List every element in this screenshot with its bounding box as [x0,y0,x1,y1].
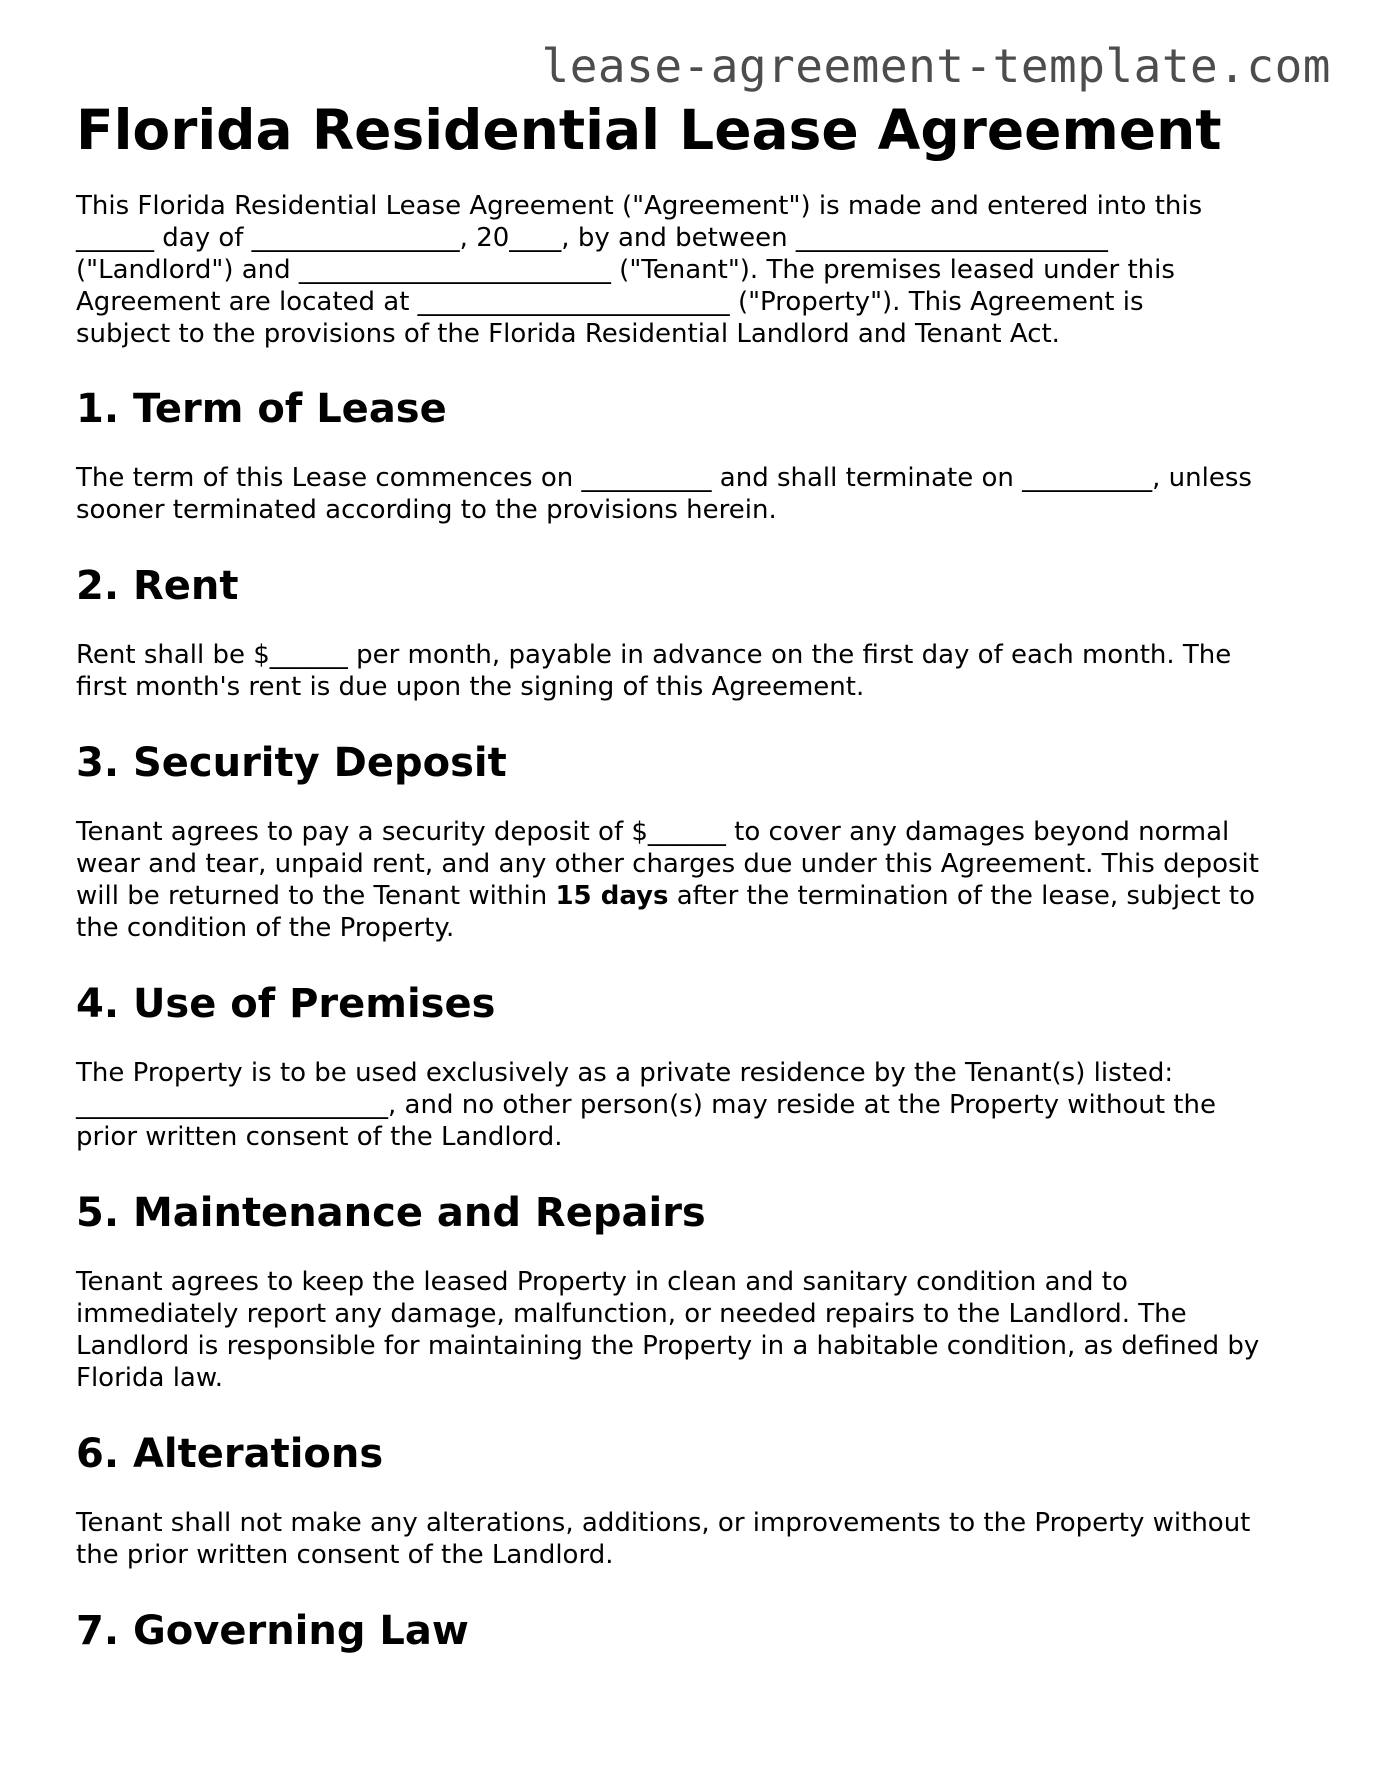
body-line: wear and tear, unpaid rent, and any other charges due under this Agreement. This deposit [76,849,1259,879]
body-line: first month's rent is due upon the signing of this Agreement. [76,672,865,702]
body-line: Florida law. [76,1363,223,1393]
section-body-term-of-lease [76,462,1316,526]
body-line: immediately report any damage, malfunction, or needed repairs to the Landlord. The [76,1299,1187,1329]
section-heading-term-of-lease: 1. Term of Lease [76,386,447,432]
body-line: Tenant agrees to keep the leased Property in clean and sanitary condition and to [76,1267,1128,1297]
body-text: will be returned to the Tenant within [76,881,556,911]
intro-line: subject to the provisions of the Florida Residential Landlord and Tenant Act. [76,319,1060,349]
deposit-return-days: 15 days [555,881,669,911]
body-line: Landlord is responsible for maintaining the Property in a habitable condition, as defined by [76,1331,1260,1361]
intro-line: ______ day of ________________, 20____, by and between ________________________ [76,223,1108,253]
body-line: sooner terminated according to the provisions herein. [76,495,777,525]
section-body-security-deposit [76,816,1316,944]
body-line [76,880,1316,912]
intro-line: ("Landlord") and ________________________ ("Tenant"). The premises leased under this [76,255,1175,285]
section-body-use-of-premises [76,1057,1316,1153]
section-body-rent [76,639,1316,703]
intro-paragraph [76,190,1316,350]
lease-document [76,92,1316,1657]
body-text: after the termination of the lease, subject to [668,881,1255,911]
body-line: prior written consent of the Landlord. [76,1122,563,1152]
body-line: ________________________, and no other person(s) may reside at the Property without the [76,1090,1216,1120]
body-line: The Property is to be used exclusively as a private residence by the Tenant(s) listed: [76,1058,1174,1088]
site-watermark: lease-agreement-template.com [541,39,1331,93]
section-body-alterations [76,1507,1316,1571]
section-heading-use-of-premises: 4. Use of Premises [76,981,496,1027]
intro-line: Agreement are located at ________________________ ("Property"). This Agreement is [76,287,1144,317]
document-title: Florida Residential Lease Agreement [76,98,1222,162]
body-line: the condition of the Property. [76,913,455,943]
section-body-maintenance-and-repairs [76,1266,1316,1394]
body-line: Rent shall be $______ per month, payable in advance on the first day of each month. The [76,640,1232,670]
body-line: Tenant agrees to pay a security deposit of $______ to cover any damages beyond normal [76,817,1230,847]
section-heading-alterations: 6. Alterations [76,1431,384,1477]
section-heading-security-deposit: 3. Security Deposit [76,740,507,786]
body-line: Tenant shall not make any alterations, additions, or improvements to the Property without [76,1508,1251,1538]
intro-line: This Florida Residential Lease Agreement ("Agreement") is made and entered into this [76,191,1203,221]
body-line: the prior written consent of the Landlord. [76,1540,614,1570]
body-line: The term of this Lease commences on __________ and shall terminate on __________, unless [76,463,1252,493]
section-heading-rent: 2. Rent [76,563,239,609]
section-heading-maintenance-and-repairs: 5. Maintenance and Repairs [76,1190,706,1236]
section-heading-governing-law: 7. Governing Law [76,1608,469,1654]
